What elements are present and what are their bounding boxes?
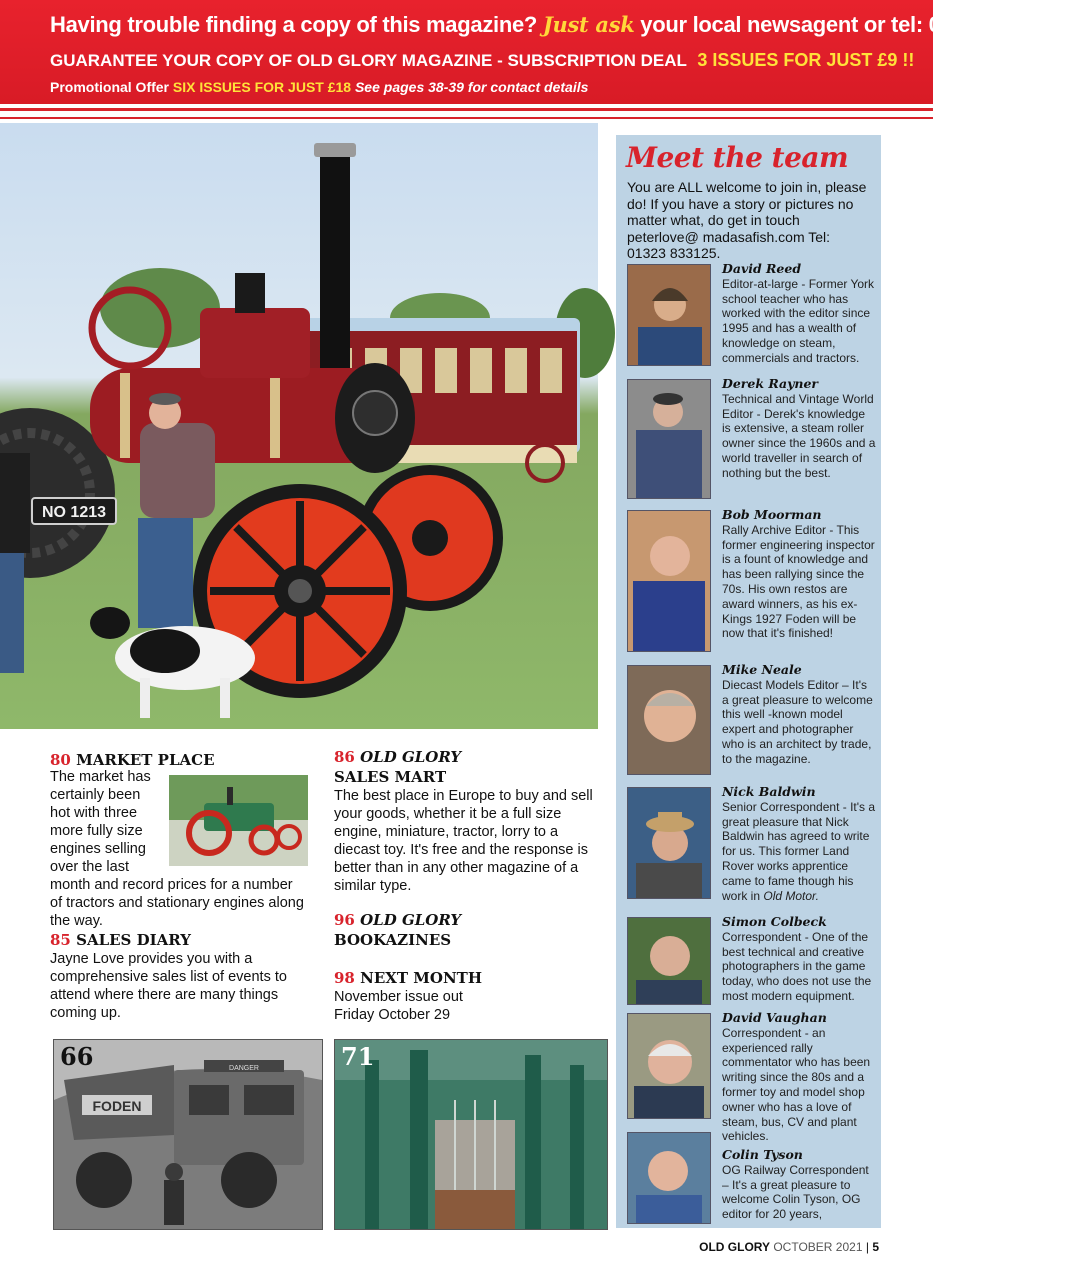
banner-line-1 [50, 12, 1066, 38]
simon-colbeck-photo [627, 917, 711, 1005]
sales-mart-page-number: 86 [334, 748, 355, 766]
subscription-banner [0, 0, 1066, 104]
banner-newsagent-text: your local newsagent or tel: 01959 541444 [640, 12, 1066, 37]
banner-rule-top [0, 108, 933, 111]
banner-promo-label: Promotional Offer [50, 79, 170, 95]
team-member-bio: OG Railway Correspondent – It's a great pleasure to welcome Colin Tyson, OG editor for 20 years, [722, 1162, 869, 1222]
bookazines-title-a: OLD GLORY [360, 911, 462, 929]
team-member-name: Derek Rayner [722, 376, 819, 391]
next-month-title: NEXT MONTH [360, 969, 482, 987]
bookazines-title-b: BOOKAZINES [334, 931, 452, 949]
contents-bookazines [334, 910, 596, 950]
footer-separator: | [865, 1240, 869, 1254]
foden-lettering: FODEN [92, 1098, 142, 1114]
danger-lettering: DANGER [229, 1065, 259, 1072]
next-month-page-number: 98 [334, 969, 355, 987]
engine-house-page-number: 71 [341, 1042, 375, 1071]
contents-market-place [50, 750, 310, 770]
banner-line-2 [50, 50, 914, 71]
next-month-heading [334, 968, 596, 988]
next-month-line-1: November issue out [334, 989, 463, 1005]
market-place-title: MARKET PLACE [76, 751, 215, 769]
sales-mart-heading [334, 747, 596, 787]
banner-just-ask: Just ask [542, 12, 635, 37]
next-month-line-2: Friday October 29 [334, 1007, 451, 1023]
bookazines-page-number: 96 [334, 911, 355, 929]
team-member-bio: Diecast Models Editor – It's a great pleasure to welcome this well -known model expert and photographer who is an architect by trade, to the magazine. [722, 677, 873, 766]
footer-issue: OCTOBER 2021 [773, 1240, 863, 1254]
footer-magazine: OLD GLORY [699, 1240, 770, 1254]
sales-mart-text: The best place in Europe to buy and sell your goods, whether it be a full size engine, miniature, tractor, lorry to a diecast toy. It's free and the response is better than in any other magazine of a similar type. [334, 788, 593, 894]
contents-sales-mart [334, 747, 596, 895]
banner-promo-pages: See pages 38-39 for contact details [354, 79, 589, 95]
team-member-name: David Vaughan [722, 1010, 827, 1025]
market-place-body [50, 768, 305, 930]
colin-tyson-photo [627, 1132, 711, 1224]
team-member-name: Mike Neale [722, 662, 802, 677]
mike-neale-photo [627, 665, 711, 775]
market-place-text: The market has certainly been hot with three more fully size engines selling over the last month and record prices for a number of tractors and stationary engines along the way. [50, 769, 304, 929]
foden-dumper-illustration [54, 1040, 322, 1229]
engine-house-illustration [335, 1040, 607, 1229]
banner-guarantee-text: GUARANTEE YOUR COPY OF OLD GLORY MAGAZINE - SUBSCRIPTION DEAL [50, 51, 687, 70]
traction-engine-illustration [0, 123, 598, 729]
sales-diary-heading [50, 930, 310, 950]
bookazines-heading [334, 910, 596, 950]
sales-diary-text: Jayne Love provides you with a comprehensive sales list of events to attend where there are many things coming up. [50, 951, 287, 1021]
sales-mart-title-a: OLD GLORY [360, 748, 462, 766]
banner-line-1-text: Having trouble finding a copy of this magazine? [50, 12, 538, 37]
team-member-bio: Rally Archive Editor - This former engineering inspector is a fount of knowledge and has been rallying since the 70s. His own restos are award winners, as his ex-Kings 1927 Foden will be now that it's finished! [722, 522, 875, 641]
contents-next-month [334, 968, 596, 1024]
footer-page-number: 5 [872, 1240, 879, 1254]
sales-mart-title-b: SALES MART [334, 768, 447, 786]
team-member-name: Bob Moorman [722, 507, 822, 522]
contents-sales-diary [50, 930, 310, 1022]
team-member-name: Colin Tyson [722, 1147, 803, 1162]
nick-baldwin-photo [627, 787, 711, 899]
banner-deal-text: 3 ISSUES FOR JUST £9 !! [697, 50, 915, 70]
hero-photo-traction-engine [0, 123, 598, 729]
foden-page-number: 66 [60, 1042, 94, 1071]
team-member-name: Nick Baldwin [722, 784, 816, 799]
bob-moorman-photo [627, 510, 711, 652]
team-member-name: David Reed [722, 261, 802, 276]
team-member-bio: Editor-at-large - Former York school teacher who has worked with the editor since 1995 and has a wealth of knowledge on steam, commercials and tractors. [722, 276, 875, 365]
engine-house-photo [334, 1039, 608, 1230]
market-place-heading [50, 750, 310, 770]
team-member-bio-italic: Old Motor. [763, 888, 819, 903]
team-member-bio: Senior Correspondent - It's a great pleasure that Nick Baldwin has agreed to write for us. This former Land Rover works apprentice came to fame though his work in [722, 799, 876, 903]
meet-the-team-title: Meet the team [626, 141, 849, 174]
sales-diary-page-number: 85 [50, 931, 71, 949]
david-vaughan-photo [627, 1013, 711, 1119]
banner-line-3 [50, 79, 588, 95]
banner-rule-bottom [0, 117, 933, 119]
page-footer [699, 1240, 879, 1254]
meet-the-team-intro: You are ALL welcome to join in, please do! If you have a story or pictures no matter what, do get in touch peterlove@ madasafish.com Tel: 01323 833125. [627, 179, 867, 261]
foden-dumper-photo [53, 1039, 323, 1230]
team-member-bio: Correspondent - an experienced rally commentator who has been writing since the 80s and a former toy and model shop owner who has a love of steam, bus, CV and plant vehicles. [722, 1025, 871, 1144]
sales-diary-title: SALES DIARY [76, 931, 191, 949]
banner-promo-offer: SIX ISSUES FOR JUST £18 [172, 79, 352, 95]
number-plate: NO 1213 [41, 504, 107, 521]
meet-the-team-panel [616, 135, 881, 1228]
david-reed-photo [627, 264, 711, 366]
derek-rayner-photo [627, 379, 711, 499]
market-place-page-number: 80 [50, 751, 71, 769]
team-member-bio: Correspondent - One of the best technical and creative photographers in the game today, who does not use the most modern equipment. [722, 929, 872, 1003]
team-member-name: Simon Colbeck [722, 914, 827, 929]
team-member-bio: Technical and Vintage World Editor - Derek's knowledge is extensive, a steam roller owner since the 1960s and a world traveller in search of nothing but the best. [722, 391, 876, 480]
